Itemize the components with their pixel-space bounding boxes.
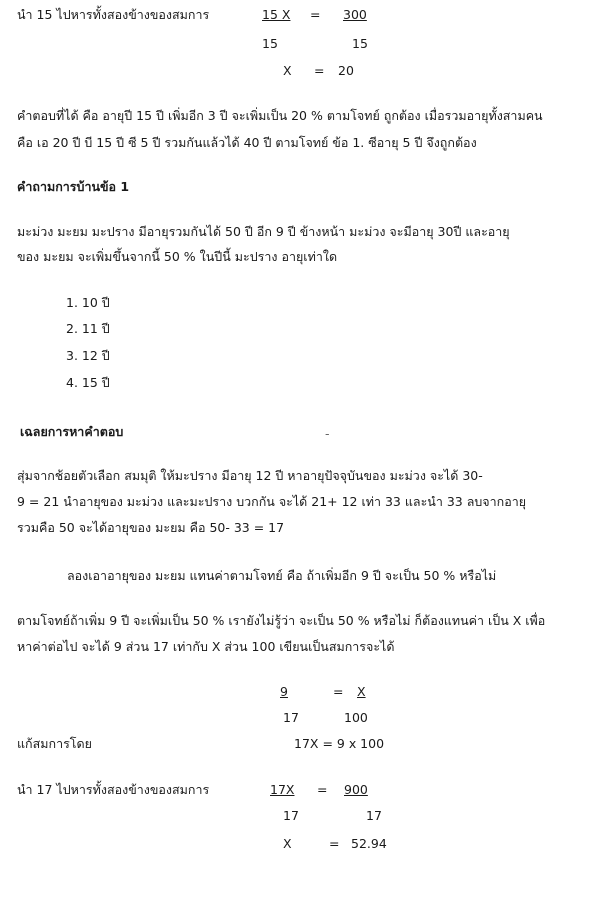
question-line-1: มะม่วง มะยม มะปราง มีอายุรวมกันได้ 50 ปี อีก 9 ปี ข้างหน้า มะม่วง จะมีอายุ 30ปี และอายุ (17, 224, 510, 239)
answer-line-1: คำตอบที่ได้ คือ อายุปี 15 ปี เพิ่มอีก 3 ปี จะเพิ่มเป็น 20 % ตามโจทย์ ถูกต้อง เมื่อรวมอายุทั้งสามคน (17, 108, 543, 123)
eq3-result-x: X (283, 836, 292, 851)
eq3-equals: = (317, 782, 328, 797)
solution-line-3: รวมคือ 50 จะได้อายุของ มะยม คือ 50- 33 = 17 (17, 520, 285, 535)
eq3-numerator-left: 17X (270, 782, 295, 797)
eq1-result-x: X (283, 63, 292, 78)
condition-line-2: หาค่าต่อไป จะได้ 9 ส่วน 17 เท่ากับ X ส่วน 100 เขียนเป็นสมการจะได้ (17, 639, 395, 654)
eq1-label: นำ 15 ไปหารทั้งสองข้างของสมการ (17, 7, 210, 22)
eq1-result-value: 20 (338, 63, 354, 78)
eq2-denominator-left: 17 (283, 710, 299, 725)
answer-line-2: คือ เอ 20 ปี บี 15 ปี ซี 5 ปี รวมกันแล้วได้ 40 ปี ตามโจทย์ ข้อ 1. ซีอายุ 5 ปี จึงถูกต้อง (17, 135, 477, 150)
eq2-equals: = (333, 684, 344, 699)
solution-heading: เฉลยการหาคำตอบ (20, 424, 124, 439)
eq3-result-equals: = (329, 836, 340, 851)
choice-2: 2. 11 ปี (66, 321, 110, 336)
eq1-numerator-left: 15 X (262, 7, 291, 22)
eq1-result-equals: = (314, 63, 325, 78)
eq2-numerator-right: X (357, 684, 366, 699)
condition-line-1: ตามโจทย์ถ้าเพิ่ม 9 ปี จะเพิ่มเป็น 50 % เรายังไม่รู้ว่า จะเป็น 50 % หรือไม่ ก็ต้องแทนค่า เป็น X เพื่อ (17, 613, 546, 628)
eq1-denominator-right: 15 (352, 36, 368, 51)
solve-expression: 17X = 9 x 100 (294, 736, 385, 751)
choice-1: 1. 10 ปี (66, 295, 110, 310)
eq3-result-value: 52.94 (351, 836, 387, 851)
eq3-denominator-left: 17 (283, 808, 299, 823)
eq2-denominator-right: 100 (344, 710, 368, 725)
eq1-numerator-right: 300 (343, 7, 367, 22)
eq2-numerator-left: 9 (280, 684, 288, 699)
eq3-numerator-right: 900 (344, 782, 368, 797)
question-line-2: ของ มะยม จะเพิ่มขึ้นจากนี้ 50 % ในปีนี้ มะปราง อายุเท่าใด (17, 249, 338, 264)
stray-mark: - (325, 426, 330, 441)
eq3-label: นำ 17 ไปหารทั้งสองข้างของสมการ (17, 782, 210, 797)
homework-heading: คำถามการบ้านข้อ 1 (17, 179, 130, 194)
eq1-equals: = (310, 7, 321, 22)
solution-line-2: 9 = 21 นำอายุของ มะม่วง และมะปราง บวกกัน จะได้ 21+ 12 เท่า 33 และนำ 33 ลบจากอายุ (17, 494, 527, 509)
choice-3: 3. 12 ปี (66, 348, 110, 363)
solve-label: แก้สมการโดย (17, 736, 92, 751)
try-substitution-line: ลองเอาอายุของ มะยม แทนค่าตามโจทย์ คือ ถ้าเพิ่มอีก 9 ปี จะเป็น 50 % หรือไม่ (67, 568, 497, 583)
eq1-denominator-left: 15 (262, 36, 278, 51)
eq3-denominator-right: 17 (366, 808, 382, 823)
solution-line-1: สุ่มจากช้อยตัวเลือก สมมุติ ให้มะปราง มีอายุ 12 ปี หาอายุปัจจุบันของ มะม่วง จะได้ 30- (17, 468, 483, 483)
choice-4: 4. 15 ปี (66, 375, 110, 390)
